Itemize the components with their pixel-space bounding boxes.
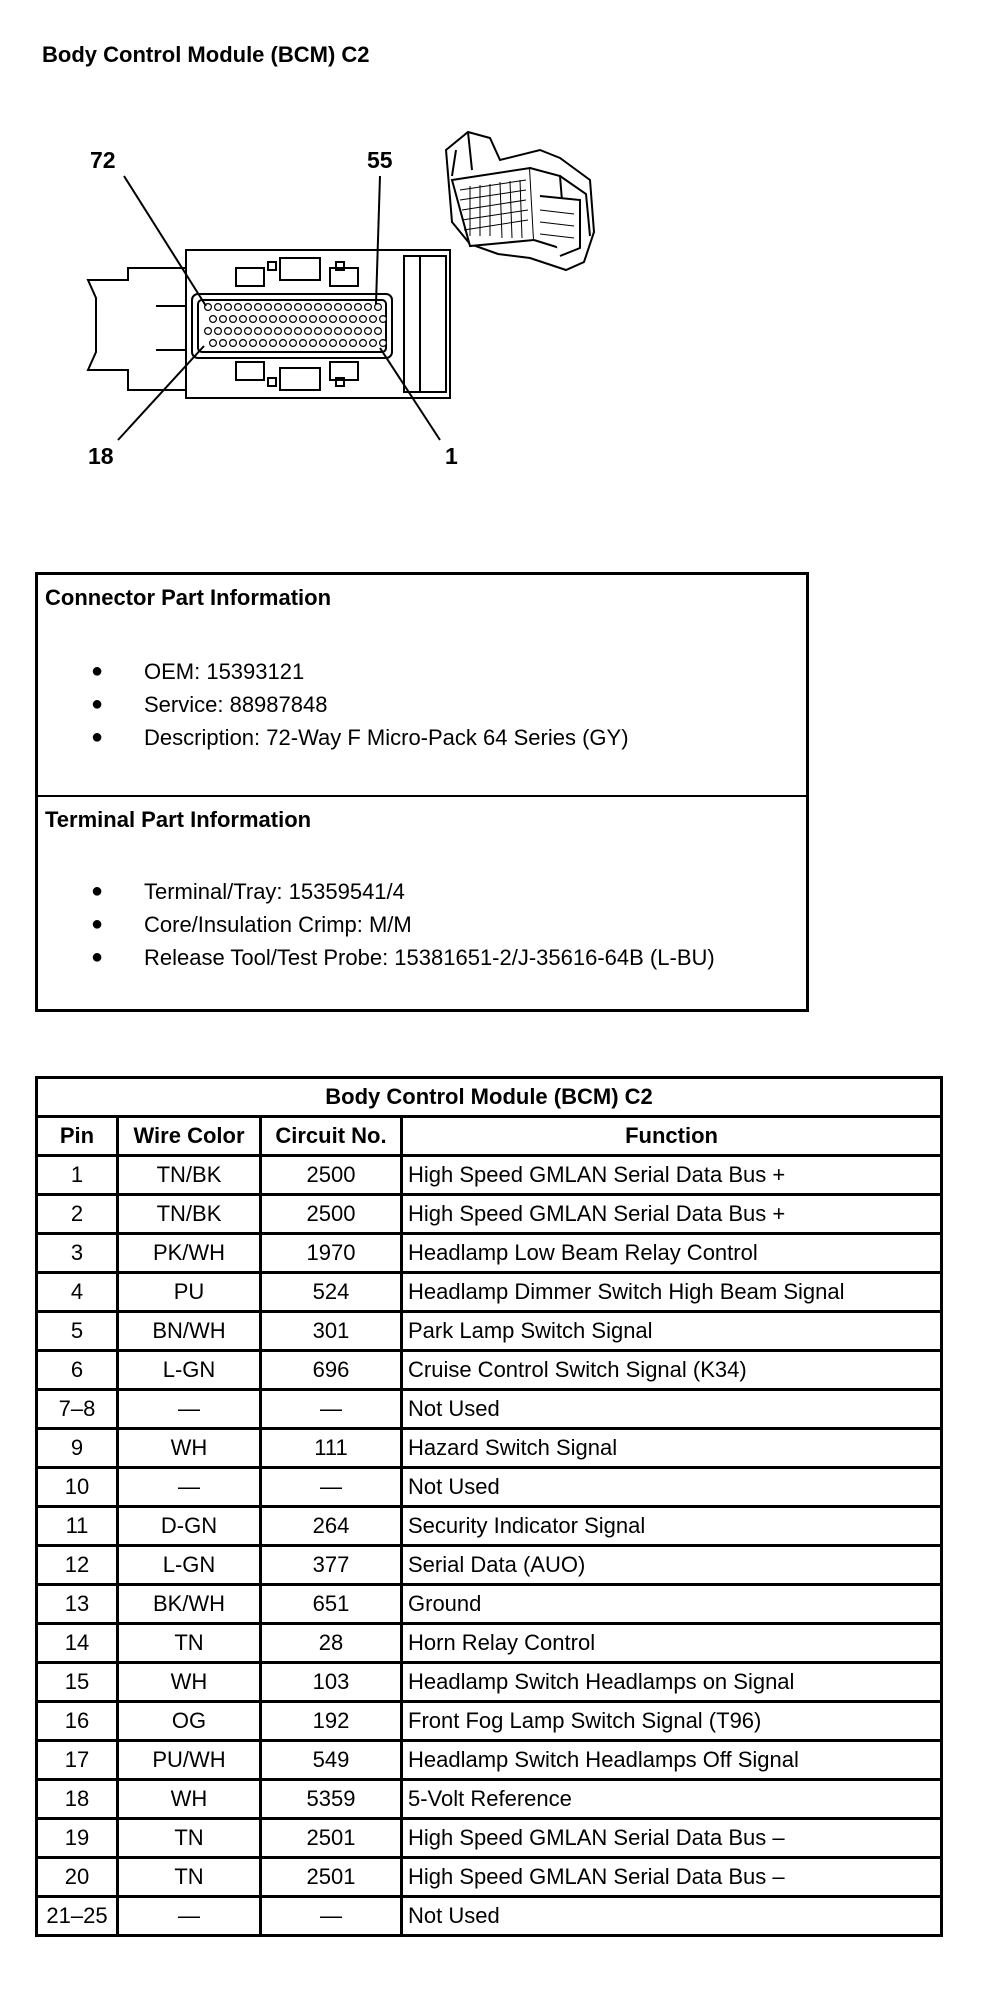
pin-cavity	[355, 328, 362, 335]
pin-cell: 2	[37, 1195, 118, 1234]
pin-cavity	[295, 304, 302, 311]
pin-cavity	[350, 316, 357, 323]
list-item	[38, 875, 715, 908]
circuit-no-cell: 651	[261, 1585, 402, 1624]
table-row	[37, 1780, 942, 1819]
list-item	[38, 908, 715, 941]
pin-label-72: 72	[90, 147, 116, 173]
pin-cavity	[330, 316, 337, 323]
pin-cavity	[325, 304, 332, 311]
circuit-no-cell: 2500	[261, 1156, 402, 1195]
column-header-wire-color: Wire Color	[118, 1117, 261, 1156]
wire-color-cell: TN	[118, 1819, 261, 1858]
circuit-no-cell: 549	[261, 1741, 402, 1780]
pin-cavity	[375, 304, 382, 311]
pin-cavity	[325, 328, 332, 335]
function-cell: Headlamp Switch Headlamps Off Signal	[402, 1741, 942, 1780]
pin-cavity	[225, 328, 232, 335]
pin-cavity	[300, 340, 307, 347]
wire-color-cell: BK/WH	[118, 1585, 261, 1624]
wire-color-cell: PK/WH	[118, 1234, 261, 1273]
pin-cell: 16	[37, 1702, 118, 1741]
table-row	[37, 1624, 942, 1663]
circuit-no-cell: 2501	[261, 1819, 402, 1858]
pin-cavity	[290, 340, 297, 347]
table-row	[37, 1741, 942, 1780]
pin-cell: 14	[37, 1624, 118, 1663]
pin-cavity	[245, 304, 252, 311]
list-item	[38, 721, 629, 754]
pin-cavity	[340, 316, 347, 323]
pin-cavity	[345, 328, 352, 335]
pin-cavity	[295, 328, 302, 335]
pin-cavity	[220, 340, 227, 347]
pin-cavity	[310, 316, 317, 323]
pin-cell: 12	[37, 1546, 118, 1585]
pin-cavity	[350, 340, 357, 347]
terminal-part-info-heading: Terminal Part Information	[45, 807, 312, 832]
pin-cavity	[375, 328, 382, 335]
pin-cavity	[320, 340, 327, 347]
pin-cavity	[210, 316, 217, 323]
pin-cavity	[355, 304, 362, 311]
pin-cavity	[230, 340, 237, 347]
table-title: Body Control Module (BCM) C2	[37, 1078, 942, 1117]
pin-cavity	[315, 328, 322, 335]
function-cell: Hazard Switch Signal	[402, 1429, 942, 1468]
pin-cavity	[345, 304, 352, 311]
pin-cavity	[225, 304, 232, 311]
pin-cell: 13	[37, 1585, 118, 1624]
table-row	[37, 1702, 942, 1741]
pin-cell: 1	[37, 1156, 118, 1195]
wire-color-cell: PU/WH	[118, 1741, 261, 1780]
pin-cavity	[240, 316, 247, 323]
pin-cell: 15	[37, 1663, 118, 1702]
pin-cavity	[275, 328, 282, 335]
pin-cavity	[250, 316, 257, 323]
pin-cell: 17	[37, 1741, 118, 1780]
table-row	[37, 1273, 942, 1312]
pin-cavity	[310, 340, 317, 347]
circuit-no-cell: 2500	[261, 1195, 402, 1234]
wire-color-cell: WH	[118, 1663, 261, 1702]
pin-cell: 5	[37, 1312, 118, 1351]
wire-color-cell: —	[118, 1390, 261, 1429]
function-cell: High Speed GMLAN Serial Data Bus +	[402, 1156, 942, 1195]
page-title: Body Control Module (BCM) C2	[42, 42, 370, 67]
pin-cavity	[370, 316, 377, 323]
table-row	[37, 1351, 942, 1390]
pin-cell: 3	[37, 1234, 118, 1273]
circuit-no-cell: 5359	[261, 1780, 402, 1819]
function-cell: Security Indicator Signal	[402, 1507, 942, 1546]
function-cell: Headlamp Switch Headlamps on Signal	[402, 1663, 942, 1702]
pin-cavity	[360, 316, 367, 323]
bullet-icon: ●	[91, 913, 104, 935]
pin-cavity	[270, 340, 277, 347]
pin-cavity	[265, 328, 272, 335]
table-row	[37, 1819, 942, 1858]
pin-cavity	[330, 340, 337, 347]
table-row	[37, 1585, 942, 1624]
wire-color-cell: D-GN	[118, 1507, 261, 1546]
table-row	[37, 1507, 942, 1546]
function-cell: High Speed GMLAN Serial Data Bus +	[402, 1195, 942, 1234]
function-cell: High Speed GMLAN Serial Data Bus –	[402, 1858, 942, 1897]
pin-cavity	[260, 316, 267, 323]
wire-color-cell: TN	[118, 1858, 261, 1897]
circuit-no-cell: 264	[261, 1507, 402, 1546]
circuit-no-cell: —	[261, 1390, 402, 1429]
function-cell: Front Fog Lamp Switch Signal (T96)	[402, 1702, 942, 1741]
pin-cell: 19	[37, 1819, 118, 1858]
wire-color-cell: WH	[118, 1780, 261, 1819]
pin-cavity	[235, 328, 242, 335]
pin-cell: 10	[37, 1468, 118, 1507]
pin-cavity	[285, 304, 292, 311]
pin-label-18: 18	[88, 443, 114, 469]
pin-cavity	[360, 340, 367, 347]
circuit-no-cell: —	[261, 1468, 402, 1507]
column-header-pin: Pin	[37, 1117, 118, 1156]
pin-label-1: 1	[445, 443, 458, 469]
circuit-no-cell: 377	[261, 1546, 402, 1585]
pin-cavity	[340, 340, 347, 347]
pin-cavity	[270, 316, 277, 323]
function-cell: Horn Relay Control	[402, 1624, 942, 1663]
pin-cell: 11	[37, 1507, 118, 1546]
table-row	[37, 1312, 942, 1351]
wire-color-cell: WH	[118, 1429, 261, 1468]
table-row	[37, 1897, 942, 1936]
pin-cell: 18	[37, 1780, 118, 1819]
function-cell: 5-Volt Reference	[402, 1780, 942, 1819]
pin-cavity	[335, 328, 342, 335]
function-cell: Headlamp Dimmer Switch High Beam Signal	[402, 1273, 942, 1312]
pin-cavity	[220, 316, 227, 323]
pin-cell: 7–8	[37, 1390, 118, 1429]
wire-color-cell: TN/BK	[118, 1156, 261, 1195]
list-item-text: OEM: 15393121	[144, 659, 305, 684]
table-row	[37, 1858, 942, 1897]
pin-cavity	[250, 340, 257, 347]
table-row	[37, 1156, 942, 1195]
pin-cavity	[280, 340, 287, 347]
pin-cavity	[320, 316, 327, 323]
function-cell: Ground	[402, 1585, 942, 1624]
column-header-function: Function	[402, 1117, 942, 1156]
connector-face-drawing	[88, 250, 450, 398]
pin-cavity	[215, 304, 222, 311]
pin-cavity	[305, 328, 312, 335]
pin-cell: 21–25	[37, 1897, 118, 1936]
circuit-no-cell: 192	[261, 1702, 402, 1741]
pin-cell: 4	[37, 1273, 118, 1312]
pin-cavity	[315, 304, 322, 311]
circuit-no-cell: 696	[261, 1351, 402, 1390]
list-item-text: Description: 72-Way F Micro-Pack 64 Series (GY)	[144, 725, 629, 750]
pin-cavity	[365, 304, 372, 311]
pinout-table-body	[37, 1156, 942, 1936]
pin-cavity	[370, 340, 377, 347]
pin-cavity	[280, 316, 287, 323]
pin-cavity	[265, 304, 272, 311]
connector-part-info-list	[38, 655, 629, 754]
pin-cavity	[305, 304, 312, 311]
pin-cavity	[335, 304, 342, 311]
part-information-box	[35, 572, 809, 1012]
wire-color-cell: OG	[118, 1702, 261, 1741]
circuit-no-cell: 524	[261, 1273, 402, 1312]
column-header-circuit-no: Circuit No.	[261, 1117, 402, 1156]
table-row	[37, 1546, 942, 1585]
wire-color-cell: L-GN	[118, 1351, 261, 1390]
table-row	[37, 1663, 942, 1702]
circuit-no-cell: 301	[261, 1312, 402, 1351]
list-item-text: Release Tool/Test Probe: 15381651-2/J-35616-64B (L-BU)	[144, 945, 715, 970]
circuit-no-cell: 28	[261, 1624, 402, 1663]
terminal-part-info-list	[38, 875, 715, 974]
connector-diagram	[0, 0, 992, 480]
circuit-no-cell: 1970	[261, 1234, 402, 1273]
function-cell: Cruise Control Switch Signal (K34)	[402, 1351, 942, 1390]
terminal-part-info	[38, 797, 806, 1009]
wire-color-cell: L-GN	[118, 1546, 261, 1585]
function-cell: Park Lamp Switch Signal	[402, 1312, 942, 1351]
pin-cavity	[290, 316, 297, 323]
function-cell: Not Used	[402, 1897, 942, 1936]
function-cell: Not Used	[402, 1390, 942, 1429]
function-cell: Headlamp Low Beam Relay Control	[402, 1234, 942, 1273]
pin-cavity	[235, 304, 242, 311]
table-row	[37, 1390, 942, 1429]
bullet-icon: ●	[91, 693, 104, 715]
list-item	[38, 941, 715, 974]
bullet-icon: ●	[91, 880, 104, 902]
bullet-icon: ●	[91, 946, 104, 968]
bullet-icon: ●	[91, 726, 104, 748]
wire-color-cell: BN/WH	[118, 1312, 261, 1351]
pin-cavity	[260, 340, 267, 347]
bullet-icon: ●	[91, 660, 104, 682]
pinout-table	[35, 1076, 943, 1937]
pin-cavity	[240, 340, 247, 347]
table-row	[37, 1429, 942, 1468]
pin-cavity	[230, 316, 237, 323]
table-row	[37, 1234, 942, 1273]
list-item-text: Core/Insulation Crimp: M/M	[144, 912, 412, 937]
connector-part-info	[38, 575, 806, 797]
pin-cavity	[380, 340, 387, 347]
pin-cavity	[365, 328, 372, 335]
circuit-no-cell: 111	[261, 1429, 402, 1468]
pin-label-55: 55	[367, 147, 393, 173]
pin-cavity	[245, 328, 252, 335]
wire-color-cell: PU	[118, 1273, 261, 1312]
circuit-no-cell: 103	[261, 1663, 402, 1702]
function-cell: Not Used	[402, 1468, 942, 1507]
circuit-no-cell: 2501	[261, 1858, 402, 1897]
list-item	[38, 688, 629, 721]
pin-cell: 20	[37, 1858, 118, 1897]
pin-cavity	[275, 304, 282, 311]
list-item-text: Terminal/Tray: 15359541/4	[144, 879, 405, 904]
list-item	[38, 655, 629, 688]
pin-cavity	[380, 316, 387, 323]
pin-cavity	[210, 340, 217, 347]
wire-color-cell: —	[118, 1897, 261, 1936]
pin-cavity	[255, 328, 262, 335]
pin-cavity	[300, 316, 307, 323]
wire-color-cell: —	[118, 1468, 261, 1507]
pin-cavity	[255, 304, 262, 311]
pin-cavity	[215, 328, 222, 335]
table-row	[37, 1468, 942, 1507]
list-item-text: Service: 88987848	[144, 692, 328, 717]
connector-part-info-heading: Connector Part Information	[45, 585, 332, 610]
function-cell: Serial Data (AUO)	[402, 1546, 942, 1585]
pin-cavity	[205, 328, 212, 335]
table-row	[37, 1195, 942, 1234]
function-cell: High Speed GMLAN Serial Data Bus –	[402, 1819, 942, 1858]
wire-color-cell: TN	[118, 1624, 261, 1663]
pin-cavity	[285, 328, 292, 335]
wire-color-cell: TN/BK	[118, 1195, 261, 1234]
pin-cell: 9	[37, 1429, 118, 1468]
pin-cell: 6	[37, 1351, 118, 1390]
circuit-no-cell: —	[261, 1897, 402, 1936]
